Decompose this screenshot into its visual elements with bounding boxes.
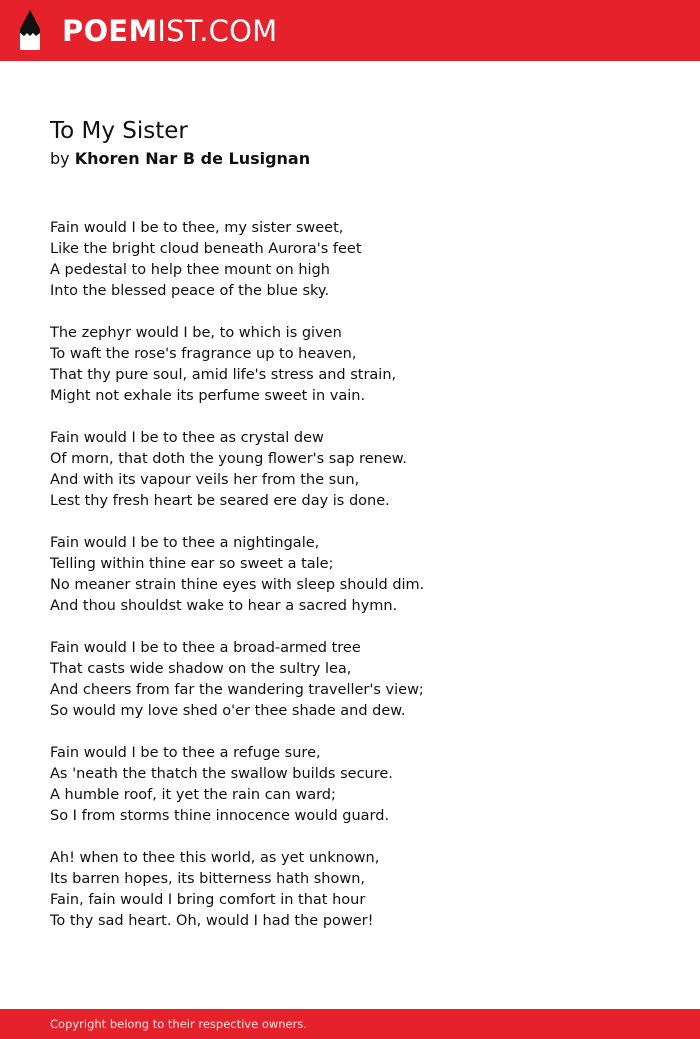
poem-line: Fain would I be to thee a nightingale,	[50, 535, 320, 551]
poem-line: Its barren hopes, its bitterness hath shown,	[50, 871, 366, 887]
poem-heading	[50, 115, 660, 171]
pencil-tip-icon[interactable]	[16, 9, 44, 51]
poem-line: Fain would I be to thee a refuge sure,	[50, 745, 321, 761]
stanza	[50, 428, 660, 512]
poem-line: No meaner strain thine eyes with sleep should dim.	[50, 577, 425, 593]
site-footer	[0, 1009, 700, 1039]
poem-line: Fain would I be to thee as crystal dew	[50, 430, 324, 446]
poem-line: So I from storms thine innocence would guard.	[50, 808, 390, 824]
site-logo[interactable]	[62, 13, 277, 49]
poem-line: And with its vapour veils her from the sun,	[50, 472, 360, 488]
poem-title: To My Sister	[50, 118, 188, 144]
author-name: Khoren Nar B de Lusignan	[74, 149, 311, 168]
poem-line: Might not exhale its perfume sweet in vain.	[50, 388, 366, 404]
poem-line: That thy pure soul, amid life's stress and strain,	[50, 367, 397, 383]
poem-line: And cheers from far the wandering traveller's view;	[50, 682, 424, 698]
logo-text-light: IST.COM	[157, 14, 278, 48]
logo-text-bold: POEM	[62, 14, 158, 48]
poem-line: To thy sad heart. Oh, would I had the power!	[50, 913, 374, 929]
poem-line: Of morn, that doth the young flower's sap renew.	[50, 451, 407, 467]
poem-line: So would my love shed o'er thee shade and dew.	[50, 703, 406, 719]
poem-line: Fain would I be to thee a broad-armed tree	[50, 640, 361, 656]
poem-line: That casts wide shadow on the sultry lea,	[50, 661, 352, 677]
poem-line: Ah! when to thee this world, as yet unknown,	[50, 850, 380, 866]
stanza	[50, 848, 660, 932]
poem-line: Lest thy fresh heart be seared ere day is done.	[50, 493, 390, 509]
poem-line: Fain would I be to thee, my sister sweet,	[50, 220, 344, 236]
by-label: by	[50, 149, 70, 168]
stanza	[50, 323, 660, 407]
poem-line: Telling within thine ear so sweet a tale;	[50, 556, 334, 572]
byline	[50, 147, 660, 171]
stanza	[50, 533, 660, 617]
copyright-notice: Copyright belong to their respective owners.	[50, 1017, 308, 1031]
poem-line: Like the bright cloud beneath Aurora's feet	[50, 241, 362, 257]
poem-line: Into the blessed peace of the blue sky.	[50, 283, 330, 299]
stanza	[50, 218, 660, 302]
stanza	[50, 743, 660, 827]
poem-body	[50, 218, 660, 953]
poem-line: A humble roof, it yet the rain can ward;	[50, 787, 336, 803]
poem-line: A pedestal to help thee mount on high	[50, 262, 330, 278]
poem-line: To waft the rose's fragrance up to heaven,	[50, 346, 357, 362]
poem-line: The zephyr would I be, to which is given	[50, 325, 342, 341]
poem-line: As 'neath the thatch the swallow builds secure.	[50, 766, 393, 782]
poem-line: Fain, fain would I bring comfort in that hour	[50, 892, 366, 908]
site-header	[0, 0, 700, 61]
stanza	[50, 638, 660, 722]
poem-line: And thou shouldst wake to hear a sacred hymn.	[50, 598, 398, 614]
